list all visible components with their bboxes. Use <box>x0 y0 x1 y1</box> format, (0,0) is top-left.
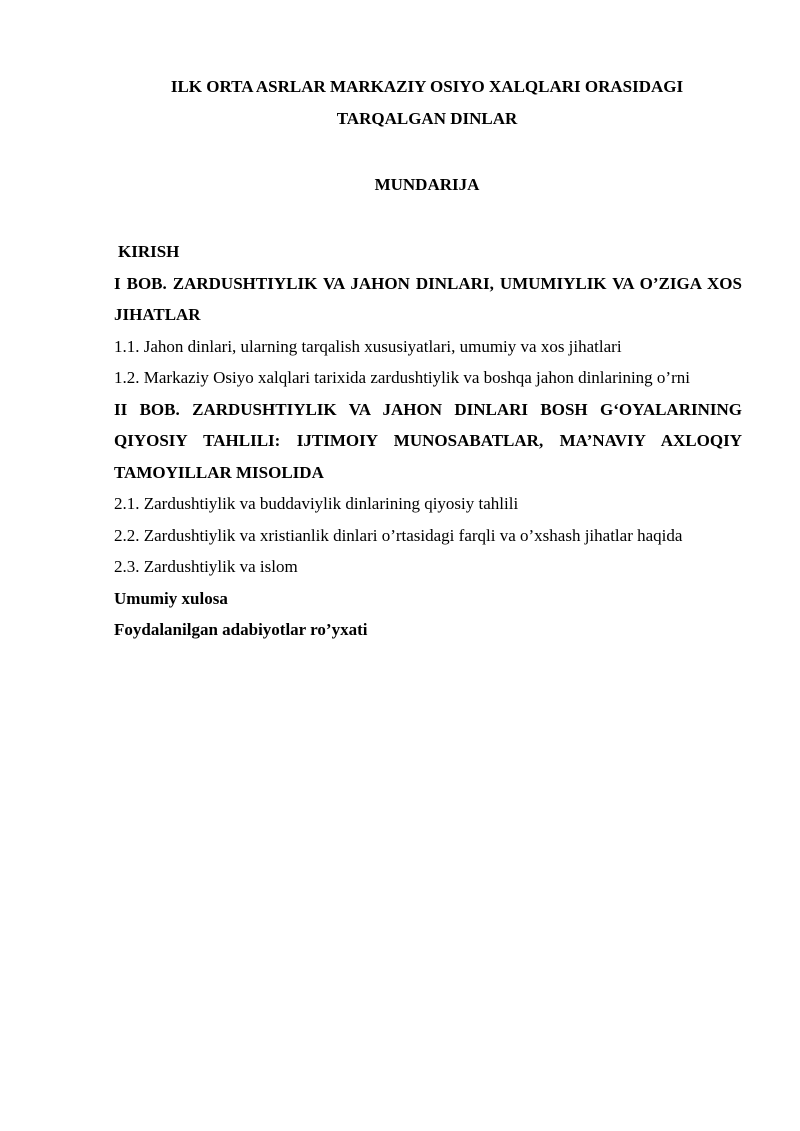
toc-entry-section-2-1: 2.1. Zardushtiylik va buddaviylik dinlarining qiyosiy tahlili <box>114 494 519 513</box>
toc-entry-section-1-2: 1.2. Markaziy Osiyo xalqlari tarixida zardushtiylik va boshqa jahon dinlarining o’rni <box>114 368 690 387</box>
toc-entry-chapter-2: II BOB. ZARDUSHTIYLIK VA JAHON DINLARI BOSH G‘OYALARINING QIYOSIY TAHLILI: IJTIMOIY MUNOSABATLAR, MA’NAVIY AXLOQIY TAMOYILLAR MISOLIDA <box>114 399 742 482</box>
toc-entry-introduction: KIRISH <box>118 242 180 261</box>
contents-heading: MUNDARIJA <box>374 175 480 194</box>
toc-entry-conclusion: Umumiy xulosa <box>114 588 228 608</box>
document-title-line-1: ILK ORTA ASRLAR MARKAZIY OSIYO XALQLARI ORASIDAGI <box>170 77 684 96</box>
toc-entry-bibliography: Foydalanilgan adabiyotlar ro’yxati <box>114 620 368 639</box>
toc-entry-section-2-3: 2.3. Zardushtiylik va islom <box>114 557 298 576</box>
toc-entry-chapter-1: I BOB. ZARDUSHTIYLIK VA JAHON DINLARI, UMUMIYLIK VA O’ZIGA XOS JIHATLAR <box>114 273 742 324</box>
toc-entry-section-1-1: 1.1. Jahon dinlari, ularning tarqalish xususiyatlari, umumiy va xos jihatlari <box>114 336 622 356</box>
document-title-line-2: TARQALGAN DINLAR <box>336 109 518 128</box>
table-of-contents <box>114 236 742 646</box>
toc-entry-section-2-2: 2.2. Zardushtiylik va xristianlik dinlari o’rtasidagi farqli va o’xshash jihatlar haqida <box>114 525 683 545</box>
